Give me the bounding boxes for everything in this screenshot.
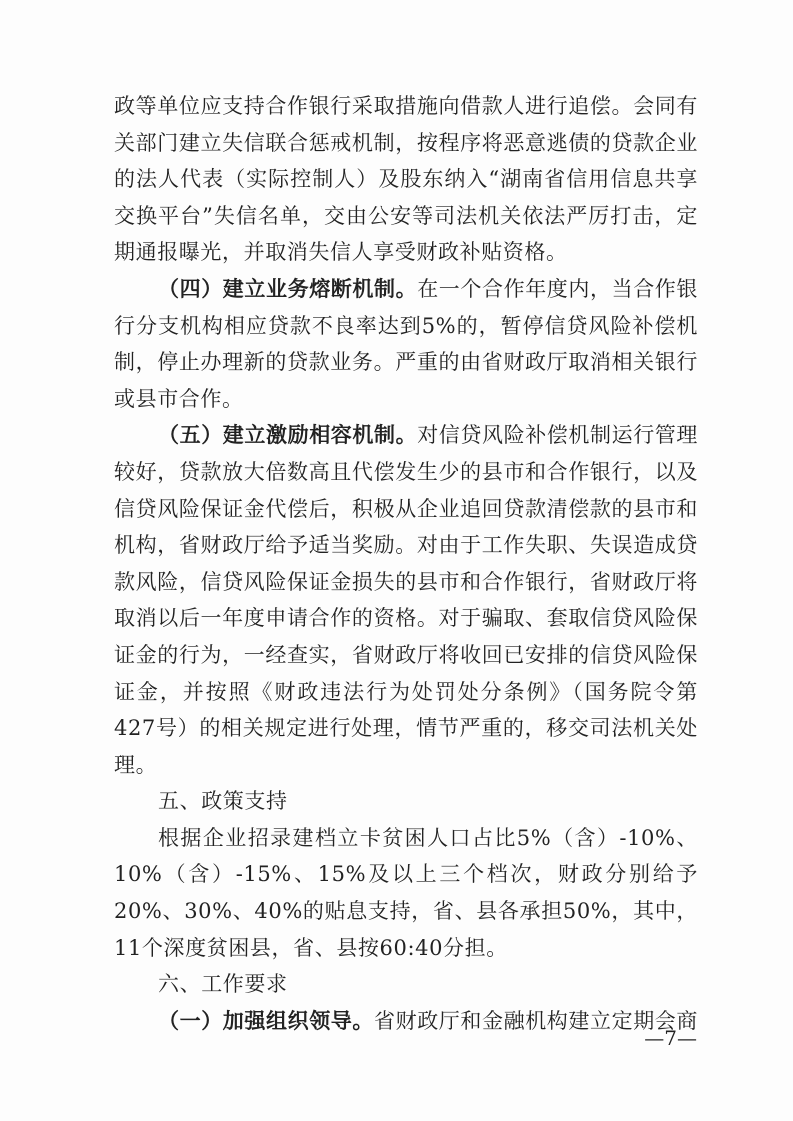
paragraph-recourse-text: 政等单位应支持合作银行采取措施向借款人进行追偿。会同有关部门建立失信联合惩戒机制，按程序将恶意逃债的贷款企业的法人代表（实际控制人）及股东纳入“湖南省信用信息共享交换平台”失信名单，交由公安等司法机关依法严厉打击，定期通报曝光，并取消失信人享受财政补贴资格。 — [114, 94, 698, 265]
document-body — [114, 88, 698, 1039]
page-number: —7— — [644, 1026, 697, 1050]
paragraph-recourse — [114, 88, 698, 271]
paragraph-policy-support-text: 根据企业招录建档立卡贫困人口占比5%（含）-10%、10%（含）-15%、15%及以上三个档次，财政分别给予20%、30%、40%的贴息支持，省、县各承担50%，其中，11个深度贫困县，省、县按60:40分担。 — [114, 825, 698, 960]
paragraph-policy-support — [114, 820, 698, 966]
paragraph-organization — [114, 1003, 698, 1040]
paragraph-circuit-breaker — [114, 271, 698, 417]
section-heading-policy-support-text: 五、政策支持 — [158, 789, 288, 814]
paragraph-circuit-breaker-title: （四）建立业务熔断机制。 — [158, 276, 418, 301]
paragraph-circuit-breaker-text: 在一个合作年度内，当合作银行分支机构相应贷款不良率达到5%的，暂停信贷风险补偿机制，停止办理新的贷款业务。严重的由省财政厅取消相关银行或县市合作。 — [114, 276, 699, 411]
section-heading-work-requirements — [114, 966, 698, 1003]
paragraph-organization-title: （一）加强组织领导。 — [158, 1008, 374, 1033]
paragraph-incentive-title: （五）建立激励相容机制。 — [158, 423, 418, 448]
paragraph-incentive — [114, 417, 698, 783]
section-heading-work-requirements-text: 六、工作要求 — [158, 972, 288, 997]
paragraph-incentive-text: 对信贷风险补偿机制运行管理较好，贷款放大倍数高且代偿发生少的县市和合作银行，以及信贷风险保证金代偿后，积极从企业追回贷款清偿款的县市和机构，省财政厅给予适当奖励。对由于工作失职、失误造成贷款风险，信贷风险保证金损失的县市和合作银行，省财政厅将取消以后一年度申请合作的资格。对于骗取、套取信贷风险保证金的行为，一经查实，省财政厅将收回已安排的信贷风险保证金，并按照《财政违法行为处罚处分条例》（国务院令第427号）的相关规定进行处理，情节严重的，移交司法机关处理。 — [114, 423, 699, 777]
section-heading-policy-support — [114, 783, 698, 820]
paragraph-organization-text: 省财政厅和金融机构建立定期会商 — [374, 1008, 698, 1033]
